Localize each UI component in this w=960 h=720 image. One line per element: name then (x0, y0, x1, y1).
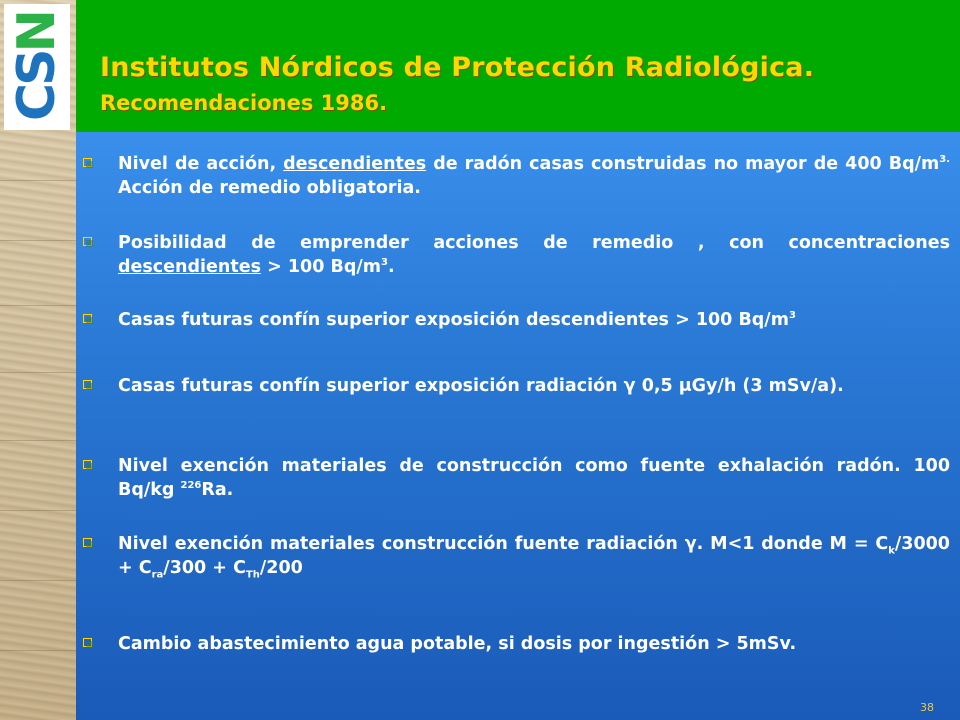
bullet-text: Nivel exención materiales de construcción como fuente exhalación radón. 100 Bq/kg $^{226}$Ra. (118, 456, 950, 500)
bullet-text: Cambio abastecimiento agua potable, si dosis por ingestión > 5mSv. (118, 634, 797, 654)
bullet-item (83, 152, 955, 200)
square-bullet-icon (83, 158, 97, 167)
bullet-text: Nivel de acción, descendientes de radón casas construidas no mayor de 400 $Bq/m^{3.}$ Acción de remedio obligatoria. (118, 154, 950, 198)
bullet-text: Casas futuras confín superior exposición radiación γ 0,5 μGy/h (3 mSv/a). (118, 376, 844, 396)
csn-logo (4, 4, 70, 130)
bullet-item (83, 231, 955, 279)
logo-letter-s: S (7, 52, 67, 86)
bullet-item (83, 532, 955, 580)
square-bullet-icon (83, 237, 97, 246)
csn-logo-text (7, 4, 67, 130)
logo-letter-n: N (7, 12, 67, 53)
slide-content (76, 132, 960, 720)
slide-header (76, 0, 960, 132)
bullet-item (83, 632, 955, 656)
bullet-item (83, 374, 955, 398)
bullet-item (83, 454, 955, 502)
square-bullet-icon (83, 538, 97, 547)
bullet-text: Posibilidad de emprender acciones de remedio , con concentraciones descendientes > 100 $Bq/m^3$. (118, 233, 950, 277)
square-bullet-icon (83, 638, 97, 647)
square-bullet-icon (83, 460, 97, 469)
slide-title: Institutos Nórdicos de Protección Radiológica. (100, 52, 815, 83)
page-number: 38 (920, 701, 934, 714)
decorative-newspaper-strip (0, 0, 76, 720)
bullet-text: Nivel exención materiales construcción fuente radiación γ. M<1 donde $M = C_k/3000 + C_{ra}/300 + C_{Th}/200$ (118, 534, 950, 581)
bullet-item (83, 308, 955, 332)
bullet-text: Casas futuras confín superior exposición descendientes > 100 $Bq/m^3$ (118, 310, 796, 330)
square-bullet-icon (83, 380, 97, 389)
slide-subtitle: Recomendaciones 1986. (100, 91, 388, 115)
logo-letter-c: C (7, 85, 67, 122)
square-bullet-icon (83, 314, 97, 323)
